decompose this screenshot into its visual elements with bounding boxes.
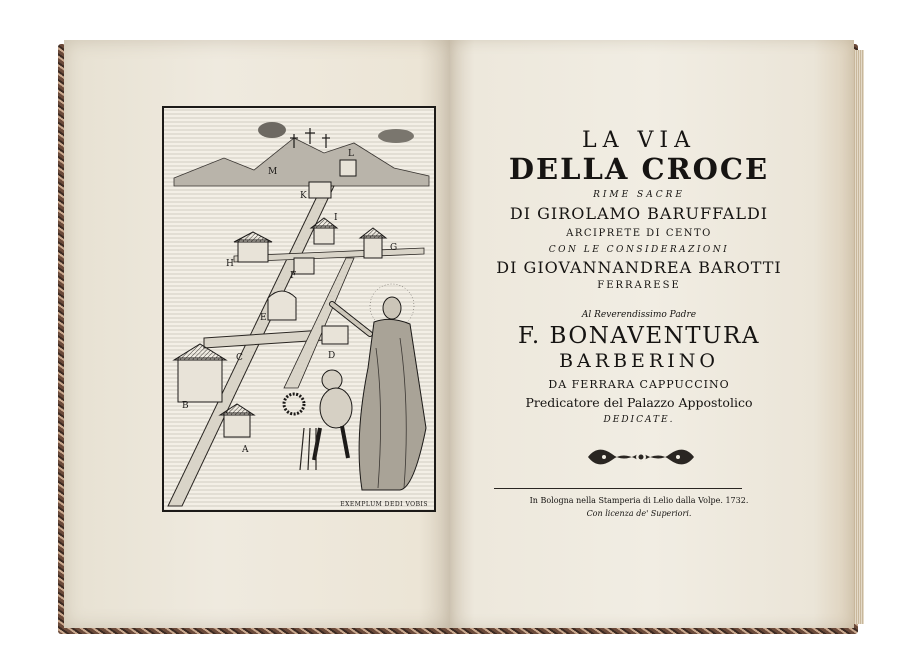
author-title: ARCIPRETE DI CENTO xyxy=(566,228,712,239)
engraving-letter-e: E xyxy=(260,313,267,323)
dedicatee-surname: BARBERINO xyxy=(559,350,719,372)
engraving-letter-k: K xyxy=(300,191,307,201)
frontispiece-engraving xyxy=(162,106,436,512)
engraving-letter-g: G xyxy=(390,243,398,253)
dedication-intro: Al Reverendissimo Padre xyxy=(581,310,697,320)
title-line-1: LA VIA xyxy=(582,128,696,153)
second-author-line: DI GIOVANNANDREA BAROTTI xyxy=(496,258,782,277)
page-edges xyxy=(854,50,864,624)
engraving-letter-h: H xyxy=(226,259,234,269)
open-book xyxy=(58,40,864,634)
engraving-letter-a: A xyxy=(242,445,249,455)
dedicatee-order: DA FERRARA CAPPUCCINO xyxy=(548,378,730,391)
engraving-caption: EXEMPLUM DEDI VOBIS xyxy=(340,501,428,508)
second-author-origin: FERRARESE xyxy=(597,280,681,291)
imprint-rule xyxy=(494,488,742,489)
engraving-letter-f: F xyxy=(290,271,297,281)
author-line: DI GIROLAMO BARUFFALDI xyxy=(509,204,769,223)
license-line: Con licenza de' Superiori. xyxy=(586,509,692,518)
dedicatee-name: F. BONAVENTURA xyxy=(518,323,760,349)
dedicatee-office: Predicatore del Palazzo Appostolico xyxy=(525,395,753,410)
engraving-illustration xyxy=(164,108,434,510)
engraving-letter-i: I xyxy=(334,213,338,223)
engraving-letter-m: M xyxy=(268,167,278,177)
engraving-letter-c: C xyxy=(236,353,243,363)
printers-ornament xyxy=(584,442,698,472)
title-page xyxy=(450,40,854,628)
dedicate-line: DEDICATE. xyxy=(603,415,675,425)
engraving-letter-b: B xyxy=(182,401,189,411)
engraving-letter-l: L xyxy=(348,149,354,159)
considerations-line: CON LE CONSIDERAZIONI xyxy=(548,245,730,255)
subtitle: RIME SACRE xyxy=(593,190,685,200)
title-line-2: DELLA CROCE xyxy=(508,152,770,186)
imprint: In Bologna nella Stamperia di Lelio dalla Volpe. 1732. xyxy=(529,496,749,505)
engraving-letter-d: D xyxy=(328,351,336,361)
